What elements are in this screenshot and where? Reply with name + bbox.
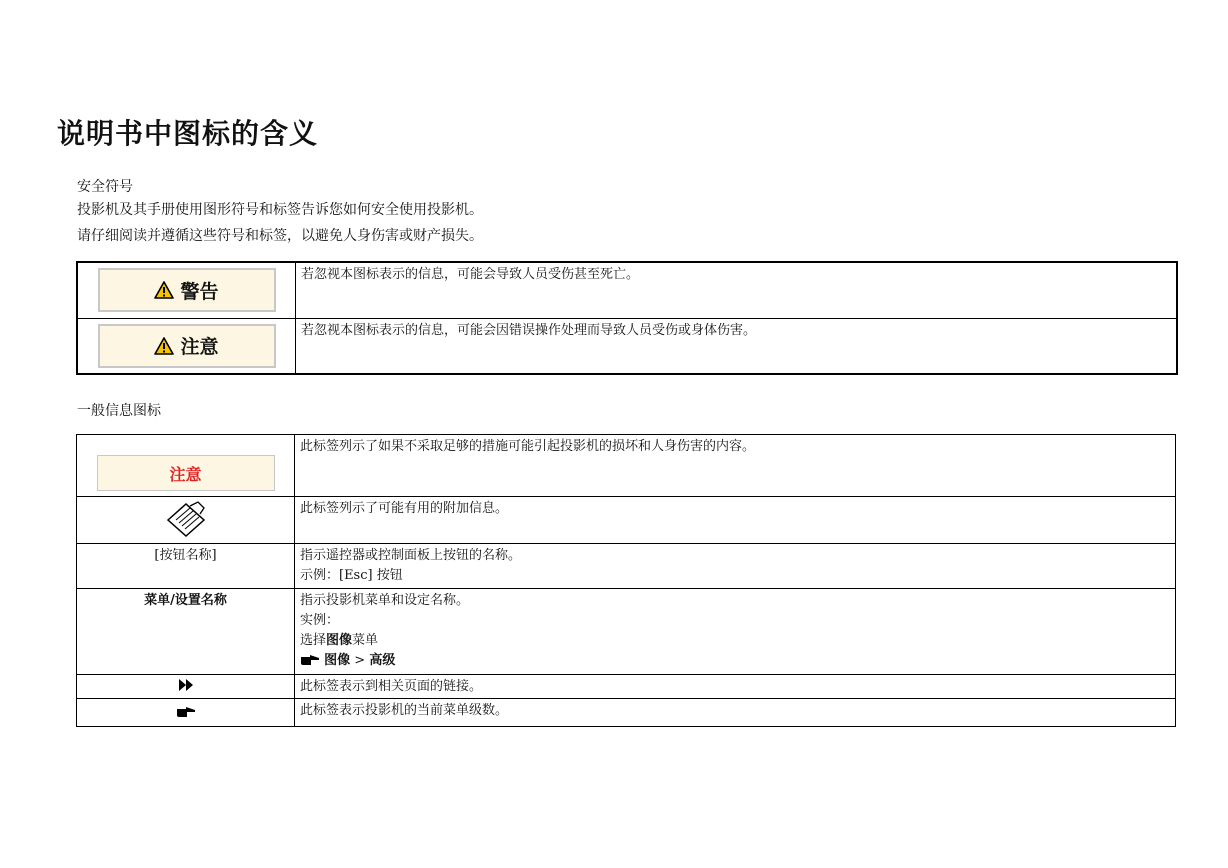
pointing-hand-icon — [300, 653, 320, 666]
caution-description: 若忽视本图标表示的信息，可能会因错误操作处理而导致人员受伤或身体伤害。 — [296, 318, 1178, 374]
safety-line-1: 投影机及其手册使用图形符号和标签告诉您如何安全使用投影机。 — [77, 202, 483, 218]
menu-description: 指示投影机菜单和设定名称。 — [300, 593, 470, 608]
safety-table — [76, 261, 1178, 375]
menu-setting-label: 菜单/设置名称 — [77, 589, 295, 675]
general-heading: 一般信息图标 — [77, 403, 161, 419]
table-row — [77, 699, 1176, 727]
table-row — [77, 589, 1176, 675]
button-description: 指示遥控器或控制面板上按钮的名称。 — [300, 548, 522, 563]
table-row — [77, 318, 1177, 374]
safety-line-2: 请仔细阅读并遵循这些符号和标签，以避免人身伤害或财产损失。 — [77, 228, 483, 244]
menu-example-label: 实例： — [300, 613, 340, 628]
safety-heading: 安全符号 — [77, 179, 133, 195]
link-description: 此标签表示到相关页面的链接。 — [295, 675, 1176, 699]
warning-description: 若忽视本图标表示的信息，可能会导致人员受伤甚至死亡。 — [296, 262, 1178, 318]
double-arrow-icon — [179, 679, 193, 691]
button-name-label: [按钮名称] — [77, 544, 295, 589]
button-example: 示例：[Esc] 按钮 — [300, 568, 403, 583]
table-row — [77, 497, 1176, 544]
menu-level-description: 此标签表示投影机的当前菜单级数。 — [295, 699, 1176, 727]
note-description: 此标签列示了可能有用的附加信息。 — [295, 497, 1176, 544]
table-row — [77, 675, 1176, 699]
warning-triangle-icon — [154, 281, 174, 299]
warning-triangle-icon — [154, 337, 174, 355]
menu-select-line: 选择图像菜单 — [300, 633, 379, 648]
pointing-hand-icon — [176, 705, 196, 718]
caution-info-description: 此标签列示了如果不采取足够的措施可能引起投影机的损坏和人身伤害的内容。 — [295, 435, 1176, 497]
memo-pencil-icon — [164, 500, 208, 538]
menu-path-line: 图像 > 高级 — [300, 651, 1175, 671]
table-row — [77, 262, 1177, 318]
table-row — [77, 435, 1176, 497]
table-row — [77, 544, 1176, 589]
warning-signal-label: 警告 — [98, 268, 276, 312]
caution-signal-label: 注意 — [98, 324, 276, 368]
page-title: 说明书中图标的含义 — [57, 117, 319, 150]
general-table — [76, 434, 1176, 727]
caution-label: 注意 — [97, 455, 275, 491]
